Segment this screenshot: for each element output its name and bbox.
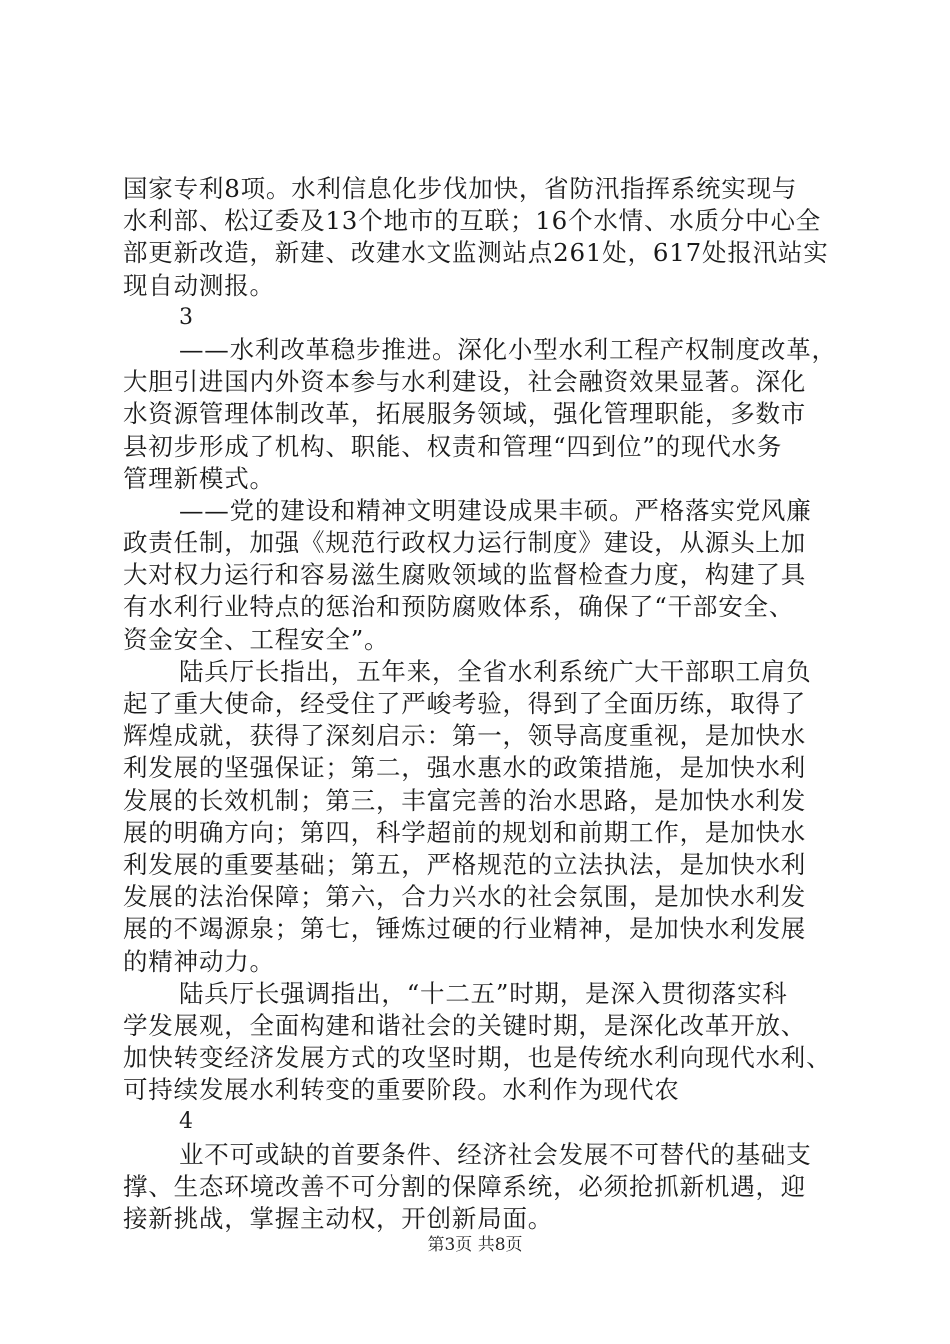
text-line: 管理新模式。: [123, 463, 275, 493]
text-line: 接新挑战，掌握主动权，开创新局面。: [123, 1204, 554, 1233]
paragraph-closing: [123, 1139, 853, 1236]
text-line: 陆兵厅长指出，五年来，全省水利系统广大干部职工肩负: [179, 656, 812, 686]
text-line: ——党的建设和精神文明建设成果丰硕。严格落实党风廉: [179, 495, 812, 525]
text-line: ——水利改革稳步推进。深化小型水利工程产权制度改革，: [179, 334, 837, 364]
paragraph-twelfth-five-year: [123, 978, 853, 1107]
text-line: 利发展的重要基础；第五，严格规范的立法执法，是加快水利: [123, 849, 807, 879]
text-line: 加快转变经济发展方式的攻坚时期，也是传统水利向现代水利、: [123, 1043, 832, 1073]
text-line: 大对权力运行和容易滋生腐败领域的监督检查力度，构建了具: [123, 560, 807, 590]
text-line: 业不可或缺的首要条件、经济社会发展不可替代的基础支: [179, 1139, 812, 1169]
paragraph-five-year-lessons: [123, 656, 853, 978]
text-line: 县初步形成了机构、职能、权责和管理“四到位”的现代水务: [123, 431, 783, 461]
text-line: 起了重大使命，经受住了严峻考验，得到了全面历练，取得了: [123, 689, 807, 718]
text-line: 陆兵厅长强调指出，“十二五”时期，是深入贯彻落实科: [179, 978, 788, 1008]
text-line: 发展的长效机制；第三，丰富完善的治水思路，是加快水利发: [123, 785, 807, 815]
text-line: 政责任制，加强《规范行政权力运行制度》建设，从源头上加: [123, 528, 807, 558]
text-line: 展的明确方向；第四，科学超前的规划和前期工作，是加快水: [123, 817, 807, 847]
text-line: 国家专利8项。水利信息化步伐加快，省防汛指挥系统实现与: [123, 174, 798, 203]
inline-page-number: 3: [179, 304, 193, 330]
text-line: 资金安全、工程安全”。: [123, 624, 390, 654]
text-line: 发展的法治保障；第六，合力兴水的社会氛围，是加快水利发: [123, 882, 807, 912]
document-body: [123, 173, 853, 1235]
text-line: 大胆引进国内外资本参与水利建设，社会融资效果显著。深化: [123, 367, 807, 397]
text-line: 水利部、松辽委及13个地市的互联；16个水情、水质分中心全: [123, 206, 822, 236]
paragraph-informatization: [123, 173, 853, 302]
text-line: 撑、生态环境改善不可分割的保障系统，必须抢抓新机遇，迎: [123, 1171, 807, 1201]
text-line: 部更新改造，新建、改建水文监测站点261处，617处报汛站实: [123, 238, 829, 268]
text-line: 有水利行业特点的惩治和预防腐败体系，确保了“干部安全、: [123, 592, 795, 622]
text-line: 的精神动力。: [123, 946, 275, 976]
paragraph-water-reform: [123, 334, 853, 495]
text-line: 可持续发展水利转变的重要阶段。水利作为现代农: [123, 1075, 680, 1105]
text-line: 现自动测报。: [123, 270, 275, 300]
inline-page-number: 4: [179, 1109, 193, 1135]
text-line: 辉煌成就，获得了深刻启示：第一，领导高度重视，是加快水: [123, 721, 807, 751]
paragraph-party-building: [123, 495, 853, 656]
page-footer: 第3页 共8页: [427, 1235, 523, 1255]
text-line: 学发展观，全面构建和谐社会的关键时期，是深化改革开放、: [123, 1010, 807, 1040]
text-line: 利发展的坚强保证；第二，强水惠水的政策措施，是加快水利: [123, 753, 807, 783]
text-line: 水资源管理体制改革，拓展服务领域，强化管理职能，多数市: [123, 399, 807, 429]
text-line: 展的不竭源泉；第七，锤炼过硬的行业精神，是加快水利发展: [123, 914, 807, 944]
